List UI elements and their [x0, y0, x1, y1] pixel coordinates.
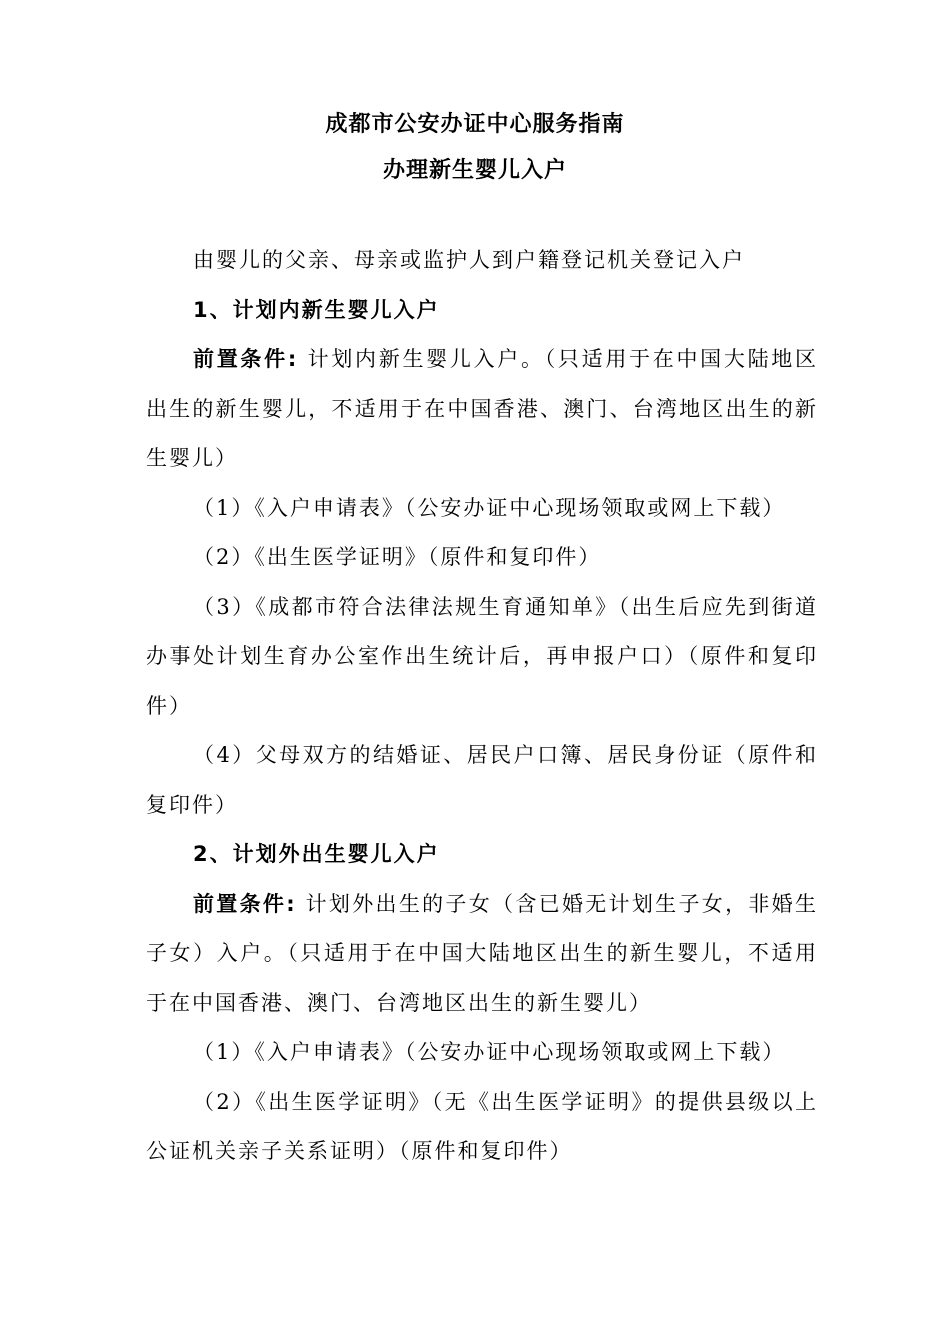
- section2-precondition-label: 前置条件:: [193, 891, 297, 916]
- section2-precondition-text: 计划外出生的子女（含已婚无计划生子女，非婚生子女）入户。（只适用于在中国大陆地区出生的新生婴儿，不适用于在中国香港、澳门、台湾地区出生的新生婴儿）: [146, 891, 818, 1015]
- section1-precondition: [146, 335, 818, 484]
- document-body: [146, 236, 818, 1177]
- section1-heading: 1、计划内新生婴儿入户: [193, 297, 440, 322]
- section2-heading: 2、计划外出生婴儿入户: [193, 842, 440, 866]
- section1-item-2: （2）《出生医学证明》（原件和复印件）: [193, 545, 602, 569]
- document-title: 成都市公安办证中心服务指南: [325, 112, 625, 137]
- intro-paragraph: 由婴儿的父亲、母亲或监护人到户籍登记机关登记入户: [193, 248, 745, 272]
- section1-precondition-text: 计划内新生婴儿入户。（只适用于在中国大陆地区出生的新生婴儿，不适用于在中国香港、澳门、台湾地区出生的新生婴儿）: [146, 347, 818, 470]
- document-subtitle: 办理新生婴儿入户: [382, 158, 567, 183]
- section1-item-4: （4）父母双方的结婚证、居民户口簿、居民身份证（原件和复印件）: [146, 743, 818, 817]
- section2-item-2: （2）《出生医学证明》（无《出生医学证明》的提供县级以上公证机关亲子关系证明）（原件和复印件）: [146, 1089, 818, 1163]
- section2-item-1: （1）《入户申请表》（公安办证中心现场领取或网上下载）: [193, 1040, 786, 1064]
- section1-item-1: （1）《入户申请表》（公安办证中心现场领取或网上下载）: [193, 495, 786, 520]
- section2-precondition: [146, 880, 818, 1029]
- section1-precondition-label: 前置条件:: [193, 347, 299, 371]
- section1-item-3: （3）《成都市符合法律法规生育通知单》（出生后应先到街道办事处计划生育办公室作出生统计后，再申报户口）（原件和复印件）: [146, 594, 818, 718]
